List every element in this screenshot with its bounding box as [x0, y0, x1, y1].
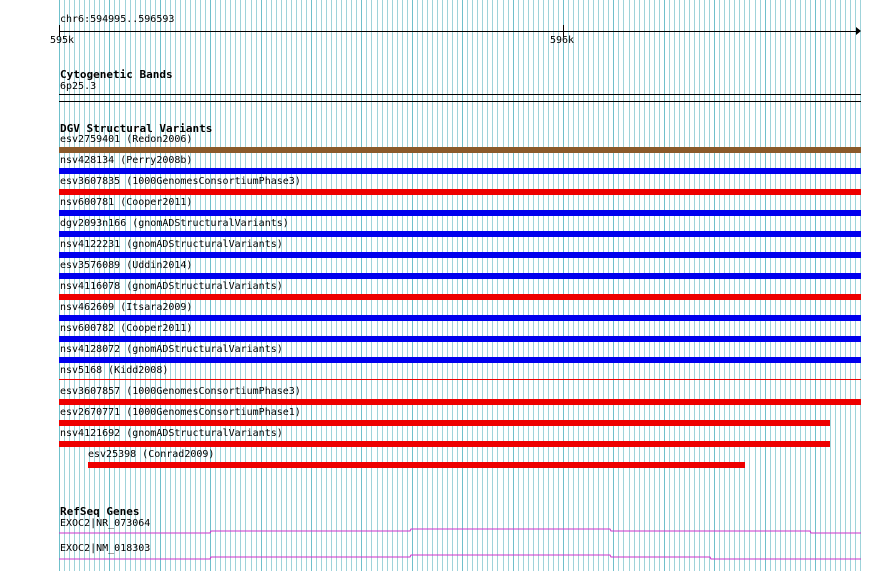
- cytoband-label: 6p25.3: [60, 81, 97, 92]
- dgv-feature-label[interactable]: nsv462609 (Itsara2009): [60, 302, 193, 313]
- dgv-feature-label[interactable]: nsv4128072 (gnomADStructuralVariants): [60, 344, 283, 355]
- dgv-feature-label[interactable]: nsv4122231 (gnomADStructuralVariants): [60, 239, 283, 250]
- dgv-feature-label[interactable]: esv2670771 (1000GenomesConsortiumPhase1): [60, 407, 301, 418]
- dgv-feature-label[interactable]: nsv600781 (Cooper2011): [60, 197, 193, 208]
- track-title-refseq: RefSeq Genes: [60, 505, 140, 518]
- gene-label[interactable]: EXOC2|NM_018303: [60, 543, 151, 554]
- dgv-feature-label[interactable]: nsv600782 (Cooper2011): [60, 323, 193, 334]
- dgv-feature-label[interactable]: esv2759401 (Redon2006): [60, 134, 193, 145]
- track-title-dgv: DGV Structural Variants: [60, 122, 213, 135]
- gene-model-line[interactable]: [59, 555, 861, 559]
- region-label: chr6:594995..596593: [60, 14, 175, 25]
- dgv-feature-label[interactable]: esv25398 (Conrad2009): [88, 449, 215, 460]
- dgv-feature-label[interactable]: dgv2093n166 (gnomADStructuralVariants): [60, 218, 289, 229]
- dgv-feature-label[interactable]: esv3607857 (1000GenomesConsortiumPhase3): [60, 386, 301, 397]
- dgv-feature-label[interactable]: nsv428134 (Perry2008b): [60, 155, 193, 166]
- gene-label[interactable]: EXOC2|NR_073064: [60, 518, 151, 529]
- track-title-cytogenetic: Cytogenetic Bands: [60, 68, 173, 81]
- ruler-tick-label: 596k: [550, 35, 575, 46]
- dgv-feature-label[interactable]: esv3576089 (Uddin2014): [60, 260, 193, 271]
- dgv-feature-label[interactable]: nsv4121692 (gnomADStructuralVariants): [60, 428, 283, 439]
- dgv-feature-label[interactable]: nsv4116078 (gnomADStructuralVariants): [60, 281, 283, 292]
- gene-model-line[interactable]: [59, 529, 861, 533]
- dgv-feature-label[interactable]: esv3607835 (1000GenomesConsortiumPhase3): [60, 176, 301, 187]
- dgv-feature-label[interactable]: nsv5168 (Kidd2008): [60, 365, 169, 376]
- ruler-tick-label: 595k: [50, 35, 75, 46]
